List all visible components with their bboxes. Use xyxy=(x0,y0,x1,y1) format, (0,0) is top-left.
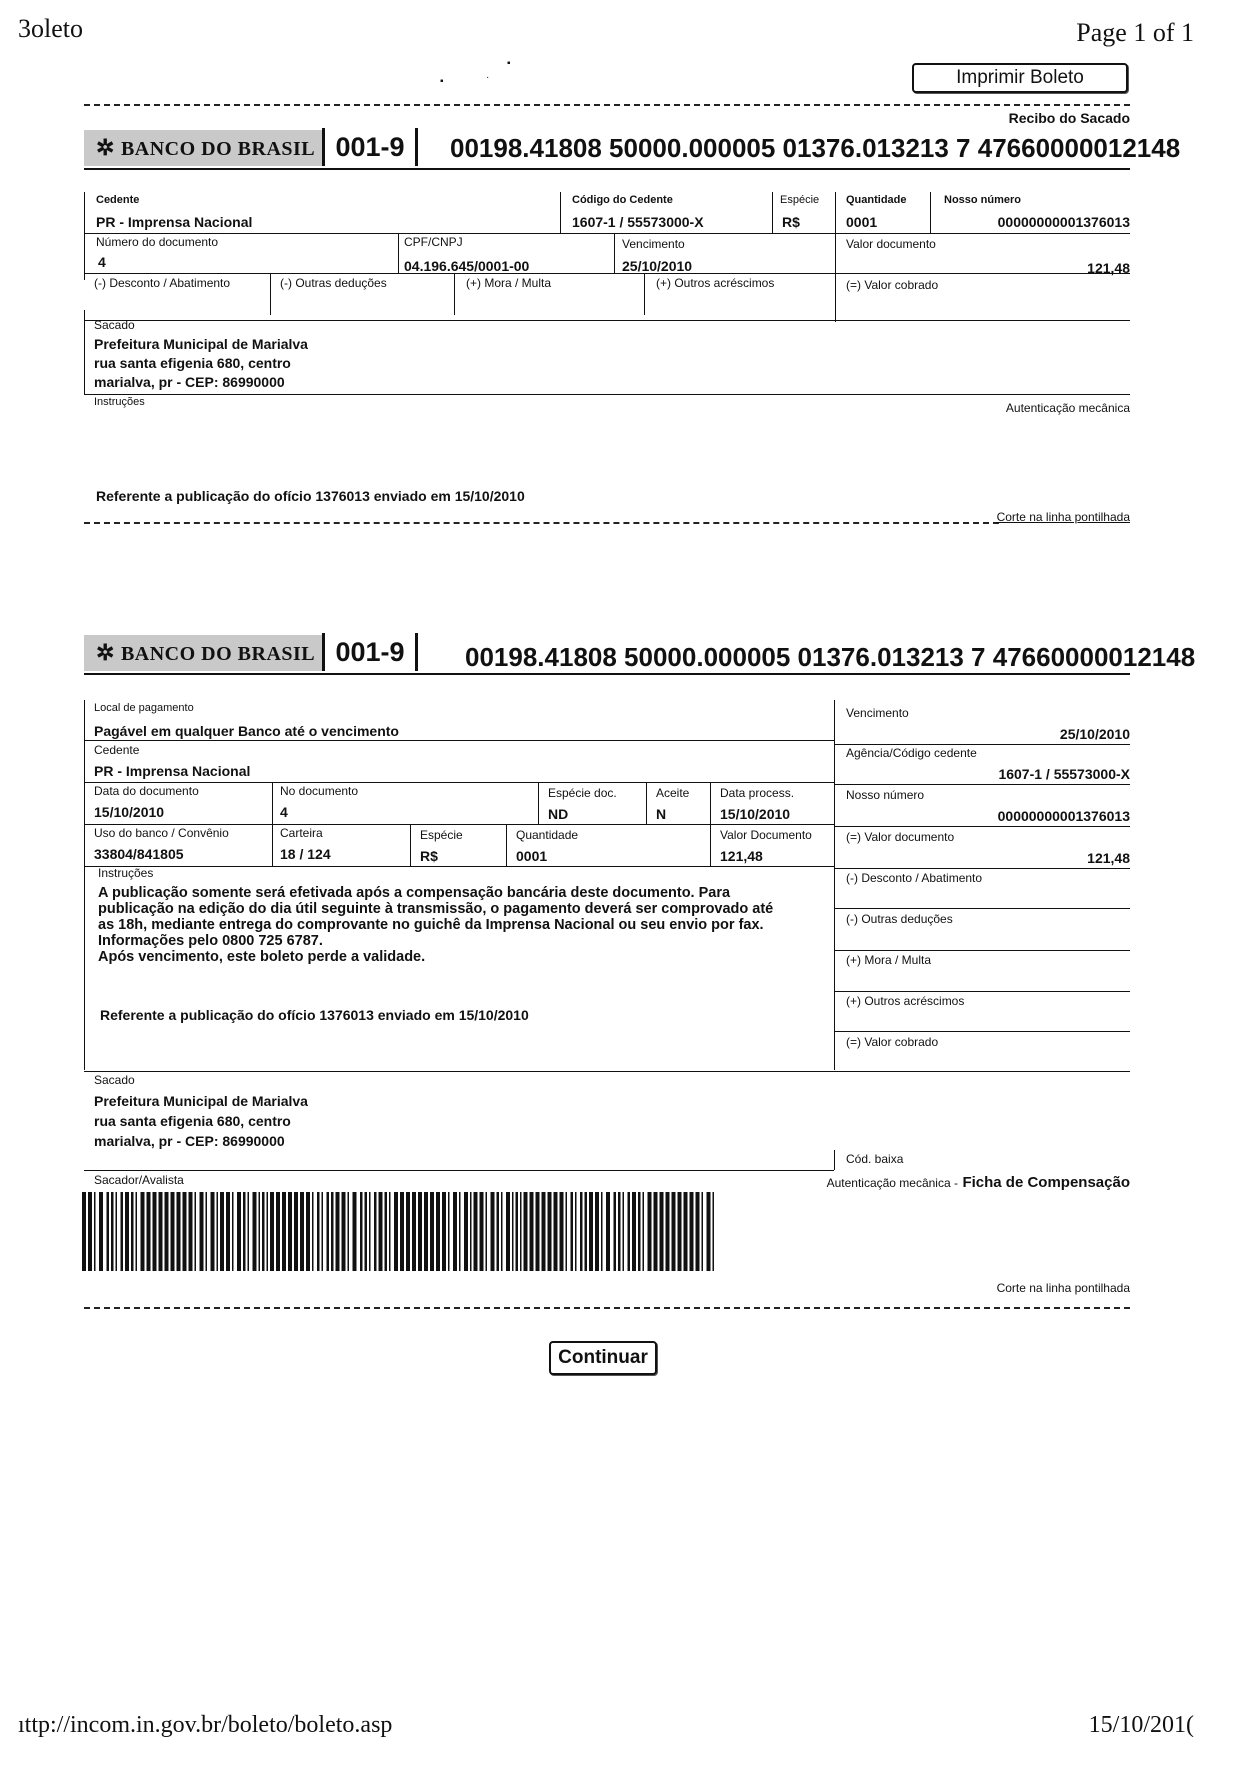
barcode-bar xyxy=(430,1192,434,1271)
barcode-bar xyxy=(560,1192,564,1271)
receipt-especie-value: R$ xyxy=(782,214,800,230)
barcode-bar xyxy=(589,1192,593,1271)
slip-local-pagamento-value: Pagável em qualquer Banco até o vencimento xyxy=(94,723,399,739)
barcode-bar xyxy=(147,1192,151,1271)
barcode-bar xyxy=(585,1192,588,1271)
barcode-bar xyxy=(243,1192,246,1271)
print-page-title: 3oleto xyxy=(18,14,83,43)
print-date: 15/10/201( xyxy=(1088,1712,1194,1738)
barcode-bar xyxy=(696,1192,700,1271)
print-boleto-button[interactable]: Imprimir Boleto xyxy=(912,63,1128,93)
slip-valor-documento-mid-value: 121,48 xyxy=(720,848,763,864)
scan-speck: · xyxy=(486,72,490,83)
barcode-bar xyxy=(684,1192,688,1271)
rule xyxy=(560,192,561,234)
barcode-bar xyxy=(548,1192,552,1271)
barcode-bar xyxy=(672,1192,676,1271)
barcode-bar xyxy=(542,1192,546,1271)
rule xyxy=(84,320,1130,321)
receipt-codigo-cedente-label: Código do Cedente xyxy=(572,194,673,206)
barcode-bar xyxy=(648,1192,652,1271)
barcode-bar xyxy=(312,1192,314,1271)
slip-sacado-label: Sacado xyxy=(94,1073,135,1087)
barcode-bar xyxy=(575,1192,577,1271)
rule xyxy=(84,824,834,825)
barcode-bar xyxy=(177,1192,181,1271)
barcode-bar xyxy=(530,1192,534,1271)
dashed-cut-line xyxy=(84,1307,1130,1309)
slip-valor-documento-value: 121,48 xyxy=(1087,850,1130,866)
rule xyxy=(614,233,615,273)
barcode-bar xyxy=(660,1192,664,1271)
slip-agencia-codigo-value: 1607-1 / 55573000-X xyxy=(998,766,1130,782)
slip-data-process-value: 15/10/2010 xyxy=(720,806,791,822)
receipt-vencimento-label: Vencimento xyxy=(622,237,685,251)
barcode-bar xyxy=(480,1192,484,1271)
barcode-bar xyxy=(571,1192,574,1271)
slip-especie-value: R$ xyxy=(420,848,438,864)
barcode-bar xyxy=(464,1192,468,1271)
rule xyxy=(930,192,931,234)
barcode-bar xyxy=(306,1192,310,1271)
receipt-valor-documento-value: 121,48 xyxy=(1087,260,1130,276)
barcode-bar xyxy=(248,1192,250,1271)
barcode-bar xyxy=(232,1192,234,1271)
dashed-separator xyxy=(84,104,1130,106)
receipt-codigo-cedente-value: 1607-1 / 55573000-X xyxy=(572,214,704,230)
barcode-bar xyxy=(453,1192,457,1271)
rule xyxy=(646,782,647,824)
rule xyxy=(454,273,455,315)
slip-reference: Referente a publicação do ofício 1376013 enviado em 15/10/2010 xyxy=(100,1007,529,1023)
rule xyxy=(834,1031,1130,1032)
barcode-bar xyxy=(294,1192,298,1271)
slip-nosso-numero-value: 00000000001376013 xyxy=(997,808,1130,824)
barcode-bar xyxy=(348,1192,350,1271)
slip-sacado-line-1: Prefeitura Municipal de Marialva xyxy=(94,1093,308,1109)
receipt-quantidade-value: 0001 xyxy=(846,214,878,230)
rule xyxy=(84,192,85,280)
slip-cedente-label: Cedente xyxy=(94,743,140,757)
slip-cedente-value: PR - Imprensa Nacional xyxy=(94,763,251,779)
rule xyxy=(84,700,85,1070)
barcode-bar xyxy=(116,1192,118,1271)
barcode-bar xyxy=(394,1192,398,1271)
barcode-bar xyxy=(606,1192,610,1271)
slip-sacador-label: Sacador/Avalista xyxy=(94,1173,184,1187)
barcode-bar xyxy=(580,1192,583,1271)
slip-sacado-line-2: rua santa efigenia 680, centro xyxy=(94,1113,291,1129)
slip-local-pagamento-label: Local de pagamento xyxy=(94,702,194,714)
barcode-bar xyxy=(353,1192,357,1271)
slip-carteira-label: Carteira xyxy=(280,826,323,840)
barcode-bar xyxy=(365,1192,368,1271)
barcode-bar xyxy=(159,1192,163,1271)
barcode-bar xyxy=(497,1192,500,1271)
receipt-sacado-label: Sacado xyxy=(94,318,135,332)
barcode-bar xyxy=(400,1192,404,1271)
slip-quantidade-label: Quantidade xyxy=(516,828,579,842)
barcode-bar xyxy=(131,1192,134,1271)
barcode-bar xyxy=(288,1192,292,1271)
rule xyxy=(834,700,835,1070)
continue-button[interactable]: Continuar xyxy=(549,1341,657,1375)
slip-cut-label: Corte na linha pontilhada xyxy=(996,1281,1130,1295)
barcode-bar xyxy=(99,1192,103,1271)
receipt-cpf-cnpj-value: 04.196.645/0001-00 xyxy=(404,258,530,274)
rule xyxy=(644,273,645,315)
barcode-bar xyxy=(666,1192,670,1271)
rule xyxy=(834,868,1130,869)
barcode-bar xyxy=(389,1192,391,1271)
barcode-bar xyxy=(189,1192,193,1271)
slip-cod-baixa-label: Cód. baixa xyxy=(846,1152,904,1166)
slip-uso-banco-label: Uso do banco / Convênio xyxy=(94,826,229,840)
barcode-bar xyxy=(554,1192,558,1271)
slip-especie-doc-value: ND xyxy=(548,806,569,822)
barcode-bar xyxy=(107,1192,110,1271)
slip-especie-label: Espécie xyxy=(420,828,463,842)
barcode-bar xyxy=(327,1192,330,1271)
barcode-bar xyxy=(418,1192,422,1271)
print-url: ıttp://incom.in.gov.br/boleto/boleto.asp xyxy=(18,1712,393,1738)
barcode-bar xyxy=(436,1192,440,1271)
barcode-bar xyxy=(632,1192,636,1271)
barcode-bar xyxy=(183,1192,187,1271)
barcode-bar xyxy=(424,1192,428,1271)
receipt-sacado-line-3: marialva, pr - CEP: 86990000 xyxy=(94,374,285,390)
receipt-cedente-value: PR - Imprensa Nacional xyxy=(96,214,253,230)
slip-outras-deducoes-label: (-) Outras deduções xyxy=(846,912,953,926)
slip-data-documento-label: Data do documento xyxy=(94,784,199,798)
barcode-bar xyxy=(595,1192,599,1271)
barcode-bar xyxy=(165,1192,169,1271)
dashed-cut-line xyxy=(84,522,999,524)
scan-speck: ▪ xyxy=(507,58,511,69)
slip-autenticacao-label: Autenticação mecânica - xyxy=(826,1176,958,1190)
slip-desconto-label: (-) Desconto / Abatimento xyxy=(846,871,983,885)
barcode-bar xyxy=(88,1192,92,1271)
barcode-bar xyxy=(512,1192,514,1271)
barcode-bar xyxy=(623,1192,625,1271)
slip-aceite-value: N xyxy=(656,806,667,822)
rule xyxy=(834,784,1130,785)
digitable-line: 00198.41808 50000.000005 01376.013213 7 47660000012148 xyxy=(450,133,1181,163)
bank-code: 001-9 xyxy=(322,128,418,166)
slip-ficha-label: Ficha de Compensação xyxy=(962,1174,1130,1191)
slip-vencimento-value: 25/10/2010 xyxy=(1059,726,1130,742)
receipt-outros-acrescimos-label: (+) Outros acréscimos xyxy=(656,276,775,290)
barcode-bar xyxy=(374,1192,377,1271)
rule xyxy=(834,991,1130,992)
slip-valor-documento-label: (=) Valor documento xyxy=(846,830,955,844)
slip-agencia-codigo-label: Agência/Código cedente xyxy=(846,746,977,760)
slip-autenticacao xyxy=(827,1174,1130,1192)
barcode-bar xyxy=(713,1192,715,1271)
rule xyxy=(84,1071,1130,1072)
slip-outros-acrescimos-label: (+) Outros acréscimos xyxy=(846,994,965,1008)
receipt-autenticacao-label: Autenticação mecânica xyxy=(1005,401,1130,415)
barcode-bar xyxy=(643,1192,645,1271)
barcode-bar xyxy=(690,1192,694,1271)
rule xyxy=(84,310,85,394)
barcode-bar xyxy=(406,1192,410,1271)
receipt-instrucoes-label: Instruções xyxy=(94,396,145,408)
slip-data-documento-value: 15/10/2010 xyxy=(94,804,165,820)
receipt-outras-deducoes-label: (-) Outras deduções xyxy=(280,276,387,290)
slip-sacado-line-3: marialva, pr - CEP: 86990000 xyxy=(94,1133,285,1149)
receipt-cut-label: Corte na linha pontilhada xyxy=(996,510,1130,524)
rule xyxy=(84,394,1130,395)
barcode-bar xyxy=(259,1192,261,1271)
receipt-quantidade-label: Quantidade xyxy=(846,194,907,206)
rule xyxy=(834,826,1130,827)
rule xyxy=(84,1170,834,1171)
receipt-numero-documento-label: Número do documento xyxy=(96,235,219,249)
receipt-vencimento-value: 25/10/2010 xyxy=(622,258,693,274)
barcode-bar xyxy=(82,1192,86,1271)
barcode-bar xyxy=(520,1192,522,1271)
receipt-nosso-numero-value: 00000000001376013 xyxy=(997,214,1130,230)
banco-do-brasil-logo-icon: ✲ xyxy=(96,135,115,160)
rule xyxy=(834,744,1130,745)
barcode-bar xyxy=(628,1192,631,1271)
barcode-bar xyxy=(614,1192,617,1271)
barcode-bar xyxy=(276,1192,280,1271)
receipt-cpf-cnpj-label: CPF/CNPJ xyxy=(404,235,463,249)
barcode-bar xyxy=(566,1192,568,1271)
barcode-bar xyxy=(322,1192,324,1271)
header-rule xyxy=(84,168,1130,170)
barcode-bar xyxy=(379,1192,383,1271)
rule xyxy=(84,740,834,741)
slip-valor-cobrado-label: (=) Valor cobrado xyxy=(846,1035,939,1049)
rule xyxy=(835,192,836,322)
barcode-bar xyxy=(226,1192,230,1271)
bank-code: 001-9 xyxy=(322,633,418,671)
bank-logo-text: BANCO DO BRASIL xyxy=(120,643,316,665)
rule xyxy=(834,908,1130,909)
receipt-nosso-numero-label: Nosso número xyxy=(944,194,1022,206)
barcode-bar xyxy=(486,1192,488,1271)
slip-valor-documento-mid-label: Valor Documento xyxy=(720,828,812,842)
rule xyxy=(834,950,1130,951)
barcode-bar xyxy=(618,1192,621,1271)
barcode-bar xyxy=(237,1192,241,1271)
receipt-heading: Recibo do Sacado xyxy=(1008,110,1130,126)
slip-mora-multa-label: (+) Mora / Multa xyxy=(846,953,932,967)
barcode-bar xyxy=(94,1192,96,1271)
barcode-bar xyxy=(506,1192,510,1271)
rule xyxy=(84,866,834,867)
slip-especie-doc-label: Espécie doc. xyxy=(548,786,617,800)
barcode-bar xyxy=(501,1192,503,1271)
receipt-numero-documento-value: 4 xyxy=(98,254,106,270)
barcode-image xyxy=(82,1192,718,1271)
barcode-bar xyxy=(267,1192,269,1271)
bank-logo xyxy=(84,635,322,671)
barcode-bar xyxy=(153,1192,157,1271)
receipt-mora-multa-label: (+) Mora / Multa xyxy=(466,276,552,290)
barcode-bar xyxy=(331,1192,334,1271)
barcode-bar xyxy=(654,1192,658,1271)
barcode-bar xyxy=(524,1192,528,1271)
print-page-number: Page 1 of 1 xyxy=(1076,18,1194,47)
barcode-bar xyxy=(601,1192,603,1271)
banco-do-brasil-logo-icon: ✲ xyxy=(96,640,115,665)
barcode-bar xyxy=(141,1192,145,1271)
digitable-line: 00198.41808 50000.000005 01376.013213 7 47660000012148 xyxy=(465,642,1196,672)
barcode-bar xyxy=(369,1192,371,1271)
barcode-bar xyxy=(707,1192,711,1271)
barcode-bar xyxy=(360,1192,363,1271)
receipt-cedente-label: Cedente xyxy=(96,194,140,206)
slip-data-process-label: Data process. xyxy=(720,786,795,800)
slip-nosso-numero-label: Nosso número xyxy=(846,788,925,802)
barcode-bar xyxy=(385,1192,388,1271)
barcode-bar xyxy=(125,1192,129,1271)
barcode-bar xyxy=(171,1192,175,1271)
scan-speck: ▪ xyxy=(440,76,444,87)
barcode-bar xyxy=(270,1192,274,1271)
receipt-desconto-label: (-) Desconto / Abatimento xyxy=(94,276,231,290)
rule xyxy=(84,782,834,783)
barcode-bar xyxy=(317,1192,320,1271)
barcode-bar xyxy=(136,1192,138,1271)
barcode-bar xyxy=(206,1192,208,1271)
barcode-bar xyxy=(702,1192,704,1271)
header-rule xyxy=(84,673,1130,675)
barcode-bar xyxy=(220,1192,224,1271)
barcode-bar xyxy=(516,1192,519,1271)
rule xyxy=(834,1150,835,1170)
slip-no-documento-value: 4 xyxy=(280,804,288,820)
barcode-bar xyxy=(448,1192,450,1271)
barcode-bar xyxy=(111,1192,114,1271)
barcode-bar xyxy=(282,1192,286,1271)
barcode-bar xyxy=(491,1192,495,1271)
barcode-bar xyxy=(217,1192,219,1271)
slip-instrucoes-label: Instruções xyxy=(98,866,154,880)
rule xyxy=(84,233,1130,234)
receipt-sacado-line-1: Prefeitura Municipal de Marialva xyxy=(94,336,308,352)
barcode-bar xyxy=(253,1192,257,1271)
rule xyxy=(270,273,271,315)
rule xyxy=(398,233,399,273)
barcode-bar xyxy=(470,1192,472,1271)
barcode-bar xyxy=(262,1192,265,1271)
barcode-bar xyxy=(442,1192,446,1271)
slip-aceite-label: Aceite xyxy=(656,786,690,800)
slip-quantidade-value: 0001 xyxy=(516,848,548,864)
barcode-bar xyxy=(536,1192,540,1271)
rule xyxy=(84,273,1130,274)
rule xyxy=(506,824,507,866)
barcode-bar xyxy=(200,1192,204,1271)
barcode-bar xyxy=(474,1192,478,1271)
bank-logo xyxy=(84,130,322,166)
barcode-bar xyxy=(638,1192,641,1271)
rule xyxy=(772,192,773,234)
receipt-reference: Referente a publicação do ofício 1376013 enviado em 15/10/2010 xyxy=(96,488,525,504)
slip-no-documento-label: No documento xyxy=(280,784,359,798)
barcode-bar xyxy=(195,1192,197,1271)
barcode-bar xyxy=(121,1192,124,1271)
bank-logo-text: BANCO DO BRASIL xyxy=(120,138,316,160)
slip-instructions-text: A publicação somente será efetivada após a compensação bancária deste documento. Para publicação na edição do dia útil seguinte à transmissão, o pagamento deverá ser comprovado até as 18h, mediante entrega do comprovante no guichê da Imprensa Nacional ou seu envio por fax. Informações pelo 0800 725 6787. Após vencimento, este boleto perde a validade. xyxy=(98,885,774,965)
receipt-valor-cobrado-label: (=) Valor cobrado xyxy=(846,278,939,292)
barcode-bar xyxy=(211,1192,215,1271)
barcode-bar xyxy=(342,1192,346,1271)
receipt-especie-label: Espécie xyxy=(780,194,820,206)
barcode-bar xyxy=(412,1192,416,1271)
barcode-bar xyxy=(459,1192,461,1271)
slip-vencimento-label: Vencimento xyxy=(846,706,909,720)
receipt-valor-documento-label: Valor documento xyxy=(846,237,936,251)
slip-carteira-value: 18 / 124 xyxy=(280,846,331,862)
slip-uso-banco-value: 33804/841805 xyxy=(94,846,184,862)
rule xyxy=(538,782,539,824)
receipt-sacado-line-2: rua santa efigenia 680, centro xyxy=(94,355,291,371)
barcode-bar xyxy=(300,1192,304,1271)
barcode-bar xyxy=(336,1192,340,1271)
rule xyxy=(410,824,411,866)
barcode-bar xyxy=(678,1192,682,1271)
